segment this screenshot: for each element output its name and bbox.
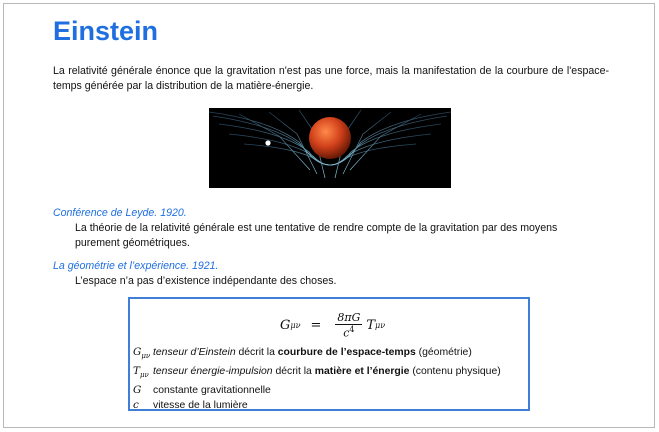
equation-rhs: T	[366, 317, 376, 333]
legend-symbol: $T_{\mu\nu}$	[133, 365, 149, 380]
legend-row-speed-of-light	[133, 398, 529, 413]
legend-text: constante gravitationnelle	[153, 385, 271, 397]
reference-body-2: L’espace n’a pas d’existence indépendante des choses.	[75, 275, 337, 287]
legend-text: vitesse de la lumière	[153, 400, 248, 412]
legend-mid: décrit la	[235, 347, 278, 358]
legend-row-einstein-tensor	[133, 345, 529, 364]
equation-legend	[133, 345, 529, 413]
legend-tail: (géométrie)	[415, 347, 472, 358]
legend-name: tenseur énergie-impulsion	[153, 366, 273, 378]
legend-symbol: $G_{\mu\nu}$	[133, 346, 151, 361]
legend-symbol: c	[133, 399, 139, 412]
legend-row-stress-energy-tensor	[133, 364, 529, 383]
equation-rhs-index: μν	[375, 320, 386, 330]
legend-row-gravitational-constant	[133, 383, 529, 398]
reference-body-1: La théorie de la relativité générale est une tentative de rendre compte de la gravitation par des moyens purement géométriques.	[75, 222, 558, 249]
einstein-equation-box	[128, 297, 530, 411]
field-equation	[280, 311, 385, 340]
intro-paragraph: La relativité générale énonce que la gravitation n'est pas une force, mais la manifestation de la courbure de l'espace-temps générée par la distribution de la matière-énergie.	[53, 65, 609, 92]
legend-strong: matière et l’énergie	[314, 366, 410, 378]
fraction-numerator: 8πG	[337, 311, 361, 324]
equals-sign: =	[310, 317, 322, 333]
reference-title-1: Conférence de Leyde. 1920.	[53, 207, 187, 219]
legend-mid: décrit la	[272, 366, 315, 378]
reference-title-2: La géométrie et l’expérience. 1921.	[53, 260, 219, 272]
spacetime-curvature-image	[209, 108, 451, 188]
spacetime-illustration	[209, 108, 451, 188]
equation-lhs: G	[280, 317, 291, 333]
equation-fraction	[335, 311, 362, 340]
fraction-denominator: $c^4$	[343, 325, 355, 340]
legend-strong: courbure de l’espace-temps	[277, 347, 416, 358]
page-title: Einstein	[53, 16, 159, 46]
equation-lhs-index: μν	[290, 320, 301, 330]
legend-symbol: G	[133, 384, 142, 397]
legend-name: tenseur d’Einstein	[153, 347, 236, 358]
legend-tail: (contenu physique)	[409, 366, 501, 378]
